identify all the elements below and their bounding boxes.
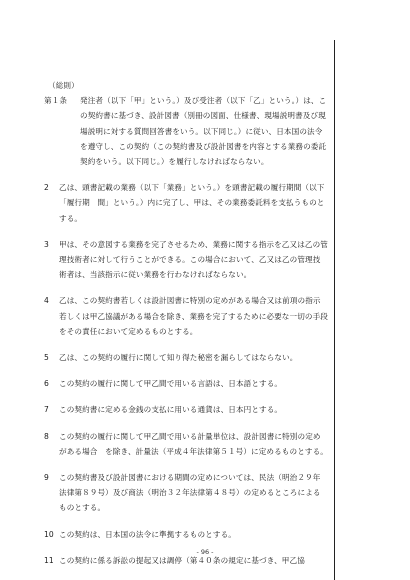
paragraph (44, 237, 328, 283)
article-label: 第１条 (44, 96, 68, 106)
paragraph-number: 2 (44, 183, 49, 193)
paragraph-number: 8 (44, 431, 49, 441)
paragraph (44, 470, 328, 516)
article-1 (44, 93, 328, 169)
paragraph-text: この契約に係る訴訟の提起又は調停（第４０条の規定に基づき、甲乙協 (59, 555, 305, 565)
document-body (44, 78, 328, 568)
paragraph-text: 乙は、この契約の履行に関して知り得た秘密を漏らしてはならない。 (59, 353, 298, 363)
article-text: 発注者（以下「甲」という。）及び受注者（以下「乙」という。）は、この契約書に基づき、設計図書（別冊の図面、仕様書、現場説明書及び現場説明に対する質問回答書をいう。以下同じ。）に従い、日本国の法令を遵守し、この契約（この契約書及び設計図書を内容とする業務の委託契約をいう。以下同じ。）を履行しなければならない。 (80, 96, 327, 167)
paragraph-number: 4 (44, 296, 49, 306)
paragraph-text: この契約の履行に関して甲乙間で用いる計量単位は、設計図書に特別の定めがある場合 を除き、計量法（平成４年法律第５１号）に定めるものとする。 (59, 431, 328, 456)
paragraph-number: 9 (44, 473, 49, 483)
section-heading: （総則） (48, 81, 79, 90)
paragraph (44, 293, 328, 339)
paragraph (44, 376, 328, 391)
paragraph-number: 11 (44, 555, 54, 565)
paragraph (44, 402, 328, 417)
paragraph-number: 6 (44, 379, 49, 389)
paragraph-text: この契約の履行に関して甲乙間で用いる言語は、日本語とする。 (59, 379, 283, 389)
paragraph-text: 乙は、頭書記載の業務（以下「業務」という。）を頭書記載の履行期間（以下「履行期 間」という。）内に完了し、甲は、その業務委託料を支払うものとする。 (59, 183, 325, 223)
paragraph-number: 5 (44, 353, 49, 363)
paragraph-number: 10 (44, 529, 54, 539)
paragraph-number: 3 (44, 239, 49, 249)
paragraph (44, 429, 328, 459)
paragraph-text: 甲は、その意図する業務を完了させるため、業務に関する指示を乙又は乙の管理技術者に対して行うことができる。この場合において、乙又は乙の管理技術者は、当該指示に従い業務を行わなければならない。 (59, 239, 328, 280)
paragraph-list (44, 180, 328, 568)
page-number: - 96 - (196, 548, 214, 556)
paragraph-text: この契約は、日本国の法令に準拠するものとする。 (59, 529, 236, 539)
paragraph-text: この契約書及び設計図書における期間の定めについては、民法（明治２９年法律第８９号）及び商法（明治３２年法律第４８号）の定めるところによるものとする。 (59, 473, 321, 513)
paragraph-number: 7 (44, 405, 49, 415)
paragraph (44, 180, 328, 226)
paragraph (44, 527, 328, 542)
paragraph (44, 350, 328, 365)
margin-rule (334, 40, 335, 580)
paragraph-text: この契約書に定める金銭の支払に用いる通貨は、日本円とする。 (59, 405, 283, 415)
paragraph-text: 乙は、この契約書若しくは設計図書に特別の定めがある場合又は前項の指示若しくは甲乙協議がある場合を除き、業務を完了するために必要な一切の手段をその責任において定めるものとする。 (59, 296, 328, 336)
